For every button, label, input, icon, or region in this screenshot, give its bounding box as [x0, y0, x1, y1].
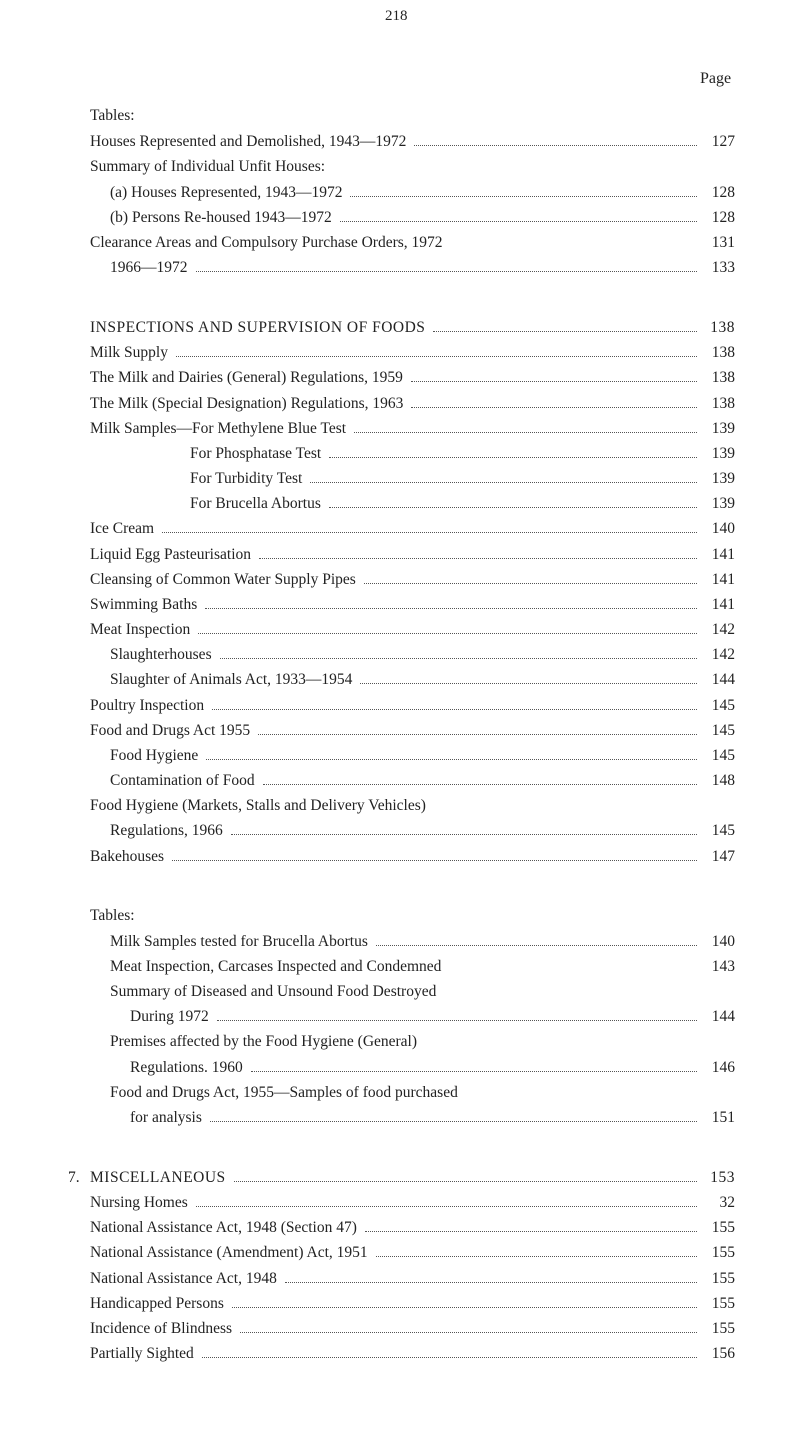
section-heading-miscellaneous: MISCELLANEOUS 153 [90, 1169, 735, 1186]
page-number: 218 [385, 8, 408, 24]
toc-entry: Ice Cream 140 [90, 520, 735, 537]
toc-entry: Slaughterhouses 142 [110, 646, 735, 663]
toc-entry: Bakehouses 147 [90, 848, 735, 865]
toc-entry: Cleansing of Common Water Supply Pipes 141 [90, 571, 735, 588]
toc-entry-continued: Summary of Diseased and Unsound Food Destroyed [110, 983, 437, 1000]
toc-entry: for analysis 151 [130, 1109, 735, 1126]
toc-entry: Regulations, 1966 145 [110, 822, 735, 839]
tables-heading: Tables: [90, 907, 135, 924]
toc-entry: Food Hygiene 145 [110, 747, 735, 764]
tables-heading: Tables: [90, 107, 135, 124]
toc-entry: For Brucella Abortus 139 [190, 495, 735, 512]
toc-entry-continued: Premises affected by the Food Hygiene (General) [110, 1033, 418, 1050]
toc-entry: For Phosphatase Test 139 [190, 445, 735, 462]
toc-entry: Liquid Egg Pasteurisation 141 [90, 546, 735, 563]
toc-entry: Handicapped Persons 155 [90, 1295, 735, 1312]
toc-subheading: Summary of Individual Unfit Houses: [90, 158, 326, 175]
toc-entry: The Milk (Special Designation) Regulations, 1963 138 [90, 395, 735, 412]
toc-entry: Regulations. 1960 146 [130, 1059, 735, 1076]
toc-entry: Milk Samples tested for Brucella Abortus 140 [110, 933, 735, 950]
toc-entry: (a) Houses Represented, 1943—1972 128 [110, 184, 735, 201]
toc-entry: Incidence of Blindness 155 [90, 1320, 735, 1337]
toc-entry: National Assistance Act, 1948 (Section 47) 155 [90, 1219, 735, 1236]
toc-entry: Milk Supply 138 [90, 344, 735, 361]
toc-entry: For Turbidity Test 139 [190, 470, 735, 487]
toc-entry: Meat Inspection 142 [90, 621, 735, 638]
toc-entry: Clearance Areas and Compulsory Purchase Orders, 1972 131 [90, 234, 735, 251]
toc-entry: (b) Persons Re-housed 1943—1972 128 [110, 209, 735, 226]
toc-entry: Swimming Baths 141 [90, 596, 735, 613]
toc-entry: Milk Samples—For Methylene Blue Test 139 [90, 420, 735, 437]
toc-entry: Partially Sighted 156 [90, 1345, 735, 1362]
toc-entry: Nursing Homes 32 [90, 1194, 735, 1211]
toc-entry-continued: Food and Drugs Act, 1955—Samples of food purchased [110, 1084, 458, 1101]
toc-entry: Slaughter of Animals Act, 1933—1954 144 [110, 671, 735, 688]
toc-entry: During 1972 144 [130, 1008, 735, 1025]
toc-entry: Houses Represented and Demolished, 1943—1972 127 [90, 133, 735, 150]
section-number: 7. [68, 1169, 80, 1186]
toc-entry: National Assistance (Amendment) Act, 1951 155 [90, 1244, 735, 1261]
toc-entry: Food and Drugs Act 1955 145 [90, 722, 735, 739]
toc-entry: The Milk and Dairies (General) Regulations, 1959 138 [90, 369, 735, 386]
toc-entry: National Assistance Act, 1948 155 [90, 1270, 735, 1287]
toc-entry: Meat Inspection, Carcases Inspected and Condemned 143 [110, 958, 735, 975]
toc-entry: 1966—1972 133 [110, 259, 735, 276]
toc-entry-continued: Food Hygiene (Markets, Stalls and Delivery Vehicles) [90, 797, 426, 814]
page-column-label: Page [700, 70, 732, 87]
toc-entry: Contamination of Food 148 [110, 772, 735, 789]
toc-entry: Poultry Inspection 145 [90, 697, 735, 714]
section-heading-inspections: INSPECTIONS AND SUPERVISION OF FOODS 138 [90, 319, 735, 336]
